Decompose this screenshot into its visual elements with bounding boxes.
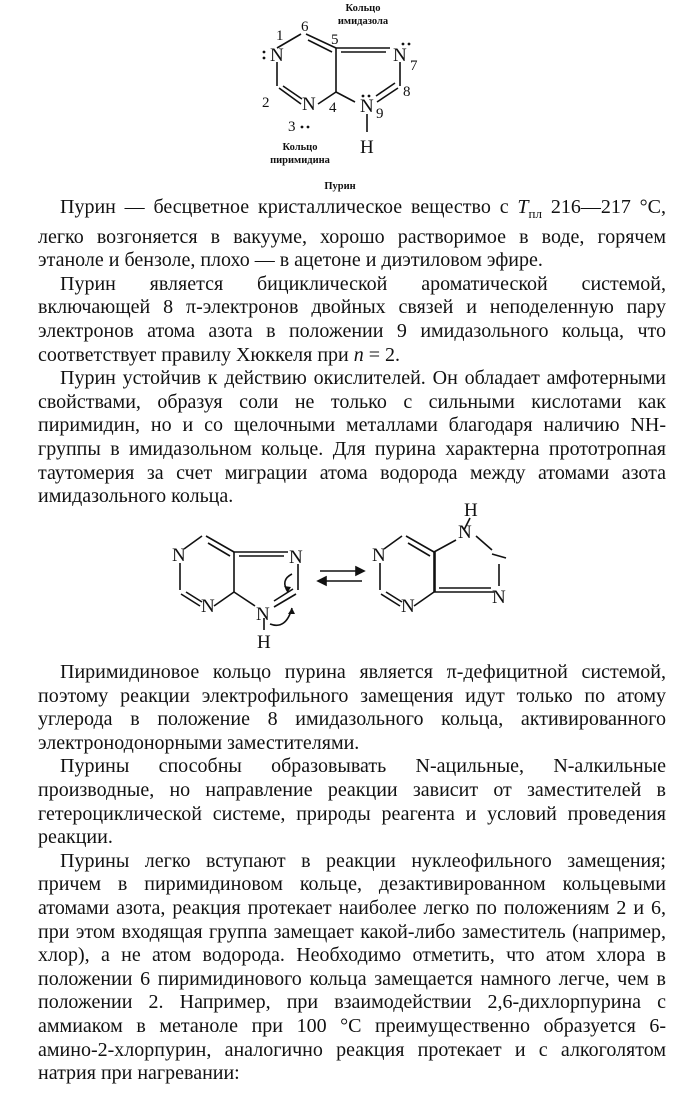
position-3: 3 (288, 119, 296, 135)
figure-caption: Пурин (324, 181, 356, 192)
purine-structure-figure (240, 0, 440, 195)
paragraph-4: Пиримидиновое кольцо пурина является π-дефицитной системой, поэтому реакции электрофильного замещения идут только по атому углерода в положение 8 имидазольного кольца, активированного электронодонорными заместителями. (38, 661, 666, 754)
imidazole-ring-caption-line1: Кольцо (345, 3, 381, 14)
position-8: 8 (403, 84, 411, 100)
n-variable: n (353, 343, 364, 366)
paragraph-1-part-b: 216—217 °С, легко возгоняется в вакууме, хорошо растворимое в воде, горячем этаноле и бензоле, плохо — в ацетоне и диэтиловом эфире. (38, 196, 666, 272)
text-block-2 (38, 661, 666, 1086)
left-atom-n7: N (289, 547, 303, 568)
position-4: 4 (329, 100, 337, 116)
tautomerism-svg (150, 500, 530, 656)
left-atom-n9: N (256, 604, 270, 625)
atom-n1: N (270, 45, 284, 66)
paragraph-1 (38, 196, 666, 273)
paragraph-2-part-a: Пурин является бициклической ароматической системой, включающей 8 π-электронов двойных связей и неподеленную пару электронов атома азота в положении 9 имидазольного кольца, что соответствует правилу Хюккеля при (38, 272, 666, 366)
paragraph-3: Пурин устойчив к действию окислителей. Он обладает амфотерными свойствами, образуя соли не только с сильными кислотами как пиримидин, но и со щелочными металлами благодаря наличию NH-группы в имидазольном кольце. Для пурина характерна прототропная таутомерия за счет миграции атома водорода между атомами азота имидазольного кольца. (38, 367, 666, 508)
paragraph-2-part-b: = 2. (363, 343, 401, 366)
position-6: 6 (301, 19, 309, 35)
position-5: 5 (331, 32, 339, 48)
tautomerism-figure (150, 500, 530, 656)
left-atom-n1: N (172, 545, 186, 566)
melting-subscript: пл (528, 206, 542, 221)
paragraph-6: Пурины легко вступают в реакции нуклеофильного замещения; причем в пиримидиновом кольце, дезактивированном кольцевыми атомами азота, реакция протекает наиболее легко по положениям 2 и 6, при этом входящая группа замещает какой-либо заместитель (например, хлор), а не атом водорода. Необходимо отметить, что атом хлора в положении 6 пиримидинового кольца замещается намного легче, чем в положении 2. Например, при взаимодействии 2,6-дихлорпурина с аммиаком в метаноле при 100 °С преимущественно образуется 6-амино-2-хлорпурин, аналогично реакция протекает и с алкоголятом натрия при нагревании: (38, 849, 666, 1085)
position-7: 7 (410, 58, 418, 74)
right-atom-n9: N (492, 587, 506, 608)
pyrimidine-ring-caption-line1: Кольцо (282, 142, 318, 153)
position-9: 9 (376, 106, 384, 122)
right-atom-n3: N (401, 596, 415, 617)
left-atom-n3: N (201, 596, 215, 617)
right-atom-n7: N (458, 522, 472, 543)
purine-structure-svg (240, 0, 440, 195)
paragraph-1-part-a: Пурин — бесцветное кристаллическое вещество с (60, 196, 518, 218)
text-block-1 (38, 196, 666, 509)
paragraph-5: Пурины способны образовывать N-ацильные, N-алкильные производные, но направление реакции зависит от заместителей в гетероциклической системе, природы реагента и условий проведения реакции. (38, 755, 666, 849)
atom-n7: N (393, 45, 407, 66)
atom-h9: H (360, 137, 374, 158)
right-atom-h: H (464, 500, 478, 521)
atom-n3: N (302, 94, 316, 115)
temperature-symbol: T (517, 196, 529, 218)
right-atom-n1: N (372, 545, 386, 566)
position-1: 1 (276, 28, 284, 44)
imidazole-ring-caption-line2: имидазола (337, 16, 389, 27)
pyrimidine-ring-caption-line2: пиримидина (270, 155, 330, 166)
position-2: 2 (262, 95, 270, 111)
atom-n9: N (360, 96, 374, 117)
paragraph-2 (38, 273, 666, 367)
left-atom-h: H (257, 632, 271, 653)
